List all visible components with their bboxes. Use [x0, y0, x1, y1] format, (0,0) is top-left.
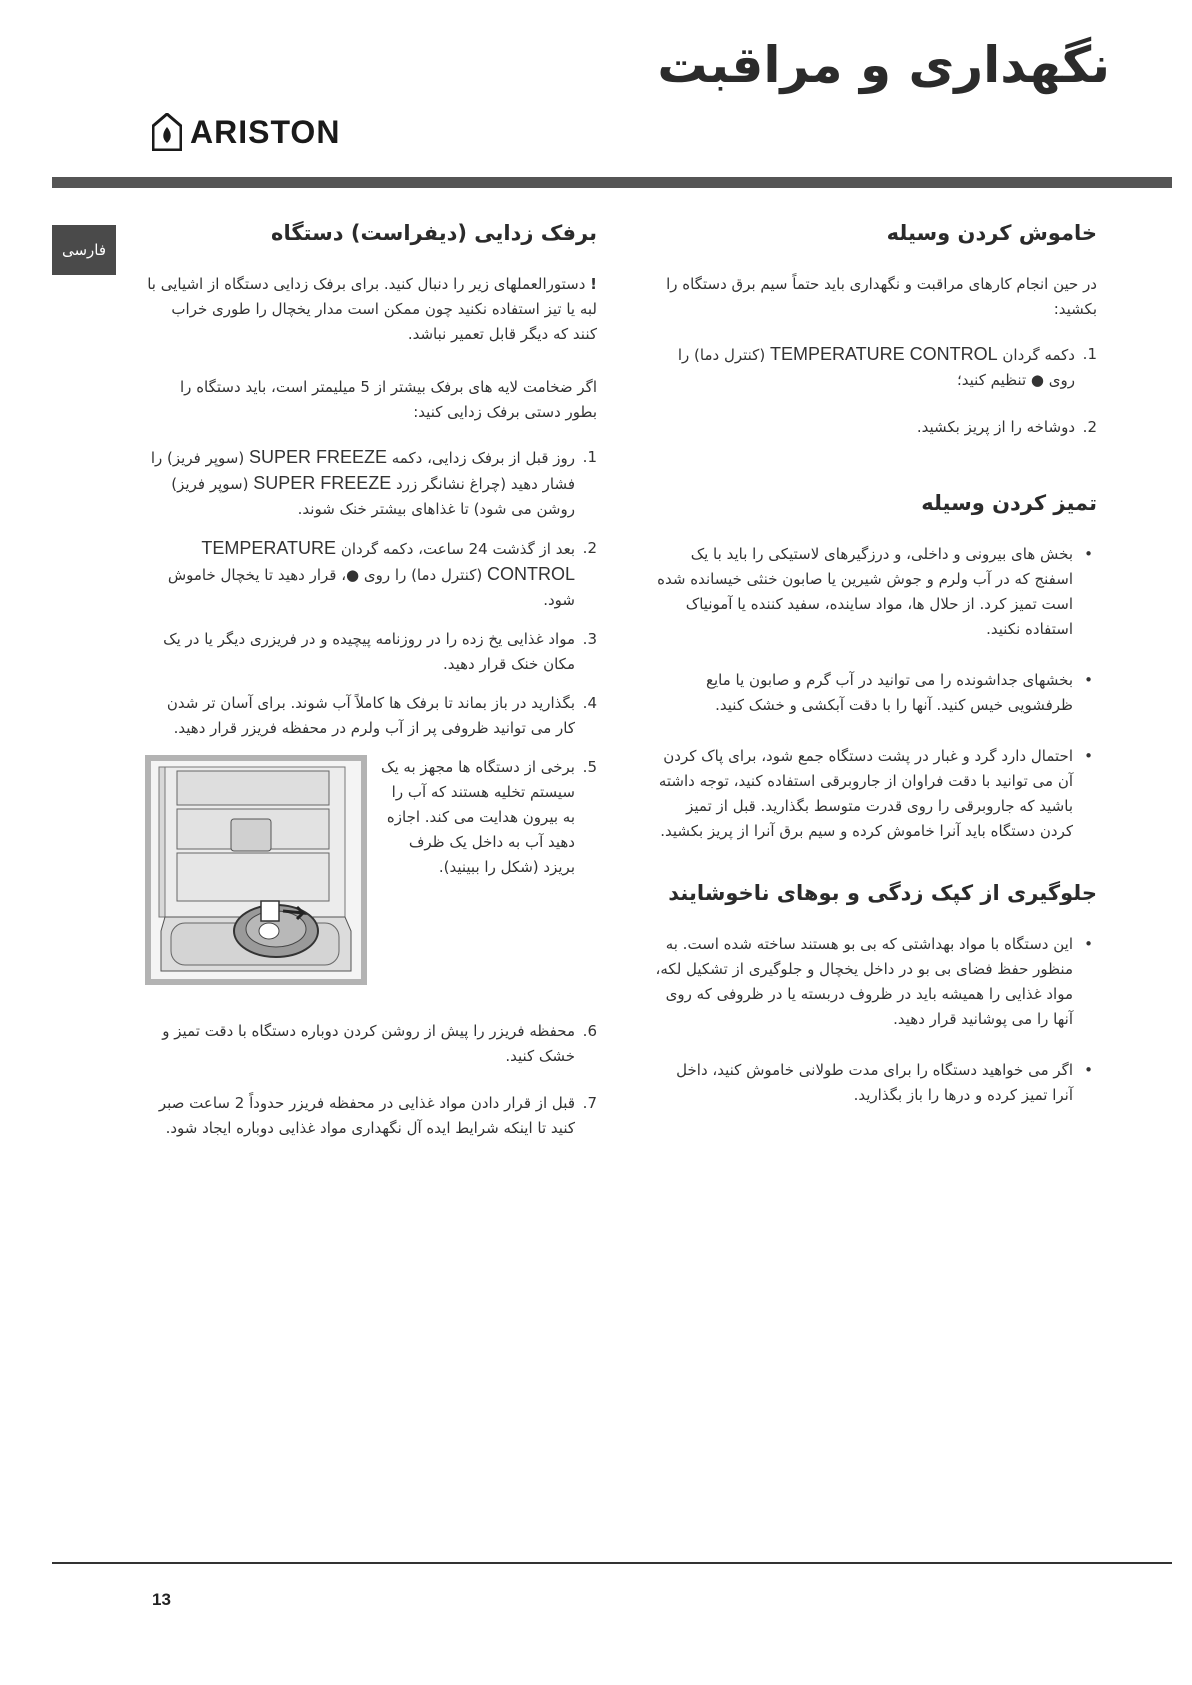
step-text: قبل از قرار دادن مواد غذایی در محفظه فریزر حدوداً 2 ساعت صبر کنید تا اینکه شرایط ایده آل نگهداری مواد غذایی دوباره ایجاد شود.	[158, 1094, 575, 1137]
defrost-intro: اگر ضخامت لایه های برفک بیشتر از 5 میلیمتر است، باید دستگاه را بطور دستی برفک زدایی کنید:	[180, 378, 597, 421]
list-item	[145, 755, 597, 985]
mould-heading: جلوگیری از کپک زدگی و بوهای ناخوشایند	[668, 881, 1097, 905]
step-text-b: (سوپر فریز) را فشار دهید (چراغ نشانگر زرد	[150, 449, 575, 493]
cleaning-heading: تمیز کردن وسیله	[921, 491, 1097, 515]
step-number: 2.	[582, 539, 597, 557]
step-text: محفظه فریزر را پیش از روشن کردن دوباره دستگاه با دقت تمیز و خشک کنید.	[162, 1022, 575, 1065]
step-number: 4.	[582, 694, 597, 712]
list-item	[145, 627, 597, 677]
drain-figure	[145, 755, 367, 985]
page-number: 13	[152, 1590, 171, 1609]
mould-list	[652, 932, 1097, 1108]
list-item	[145, 536, 597, 613]
list-item	[145, 1019, 597, 1069]
step-number: 3.	[582, 630, 597, 648]
list-item: • بخشهای جداشونده را می توانید در آب گرم و صابون یا مایع ظرفشویی خیس کنید. آنها را با دقت آبکشی و خشک کنید.	[652, 668, 1097, 718]
list-item	[145, 445, 597, 522]
step-text-b: (کنترل دما) را روی ● تنظیم کنید؛	[677, 346, 1075, 389]
control-name: TEMPERATURE CONTROL	[201, 538, 575, 584]
list-item	[145, 1091, 597, 1141]
control-name: TEMPERATURE CONTROL	[769, 344, 998, 364]
page-title: نگهداری و مراقبت	[657, 36, 1110, 94]
footer-divider	[52, 1562, 1172, 1564]
step-text: بگذارید در باز بماند تا برفک ها کاملاً آب شوند. برای آسان تر شدن کار می توانید ظروفی پر از آب ولرم در محفظه فریزر قرار دهید.	[166, 694, 575, 737]
step-text: مواد غذایی یخ زده را در روزنامه پیچیده و در فریزری دیگر یا در یک مکان خنک قرار دهید.	[163, 630, 575, 673]
step-number: 2.	[1082, 418, 1097, 436]
step-text-a: روز قبل از برفک زدایی، دکمه	[387, 449, 575, 467]
list-item: • احتمال دارد گرد و غبار در پشت دستگاه جمع شود، برای پاک کردن آن می توانید با دقت فراوان از جاروبرقی استفاده کنید، توجه داشته باشید که جاروبرقی را روی قدرت متوسط بگذارید. قبل از تمیز کردن دستگاه باید آنرا خاموش کرده و سیم برق آنرا از پریز بکشید.	[652, 744, 1097, 844]
step5-with-figure	[145, 755, 597, 985]
step-number: 7.	[582, 1094, 597, 1112]
header-divider	[52, 177, 1172, 188]
warning-mark: !	[590, 275, 597, 293]
step-number: 5.	[582, 758, 597, 776]
left-column	[145, 218, 597, 1155]
step-number: 1.	[582, 448, 597, 466]
switch-off-steps	[652, 342, 1097, 440]
house-icon	[152, 113, 182, 151]
right-column	[652, 218, 1097, 1134]
defrost-steps	[145, 445, 597, 1141]
list-item	[145, 691, 597, 741]
step-number: 1.	[1082, 345, 1097, 363]
warning-text: دستورالعملهای زیر را دنبال کنید. برای برفک زدایی دستگاه از اشیایی با لبه یا تیز استفاده نکنید چون ممکن است مدار یخچال را طوری خراب کنند که دیگر قابل تعمیر نباشد.	[147, 275, 597, 343]
list-item: • بخش های بیرونی و داخلی، و درزگیرهای لاستیکی را باید با یک اسفنج که در آب ولرم و جوش شیرین یا صابون خنثی خیسانده شده است تمیز کرد. از حلال ها، مواد ساینده، سفید کننده یا آمونیاک استفاده نکنید.	[652, 542, 1097, 642]
step-number: 6.	[582, 1022, 597, 1040]
list-item: • اگر می خواهید دستگاه را برای مدت طولانی خاموش کنید، داخل آنرا تمیز کرده و درها را باز بگذارید.	[652, 1058, 1097, 1108]
defrost-warning	[145, 272, 597, 347]
step5-text-block	[381, 755, 597, 880]
list-item	[652, 415, 1097, 440]
language-tab-label: فارسی	[61, 241, 107, 259]
switch-off-intro: در حین انجام کارهای مراقبت و نگهداری باید حتماً سیم برق دستگاه را بکشید:	[666, 275, 1097, 318]
step-text-a: دکمه گردان	[997, 346, 1075, 364]
list-item	[652, 342, 1097, 393]
step-text: برخی از دستگاه ها مجهز به یک سیستم تخلیه هستند که آب را به بیرون هدایت می کند. اجازه دهید آب به داخل یک ظرف بریزد (شکل را ببینید).	[381, 758, 575, 876]
step-text-c: (سوپر فریز) روشن می شود) تا غذاهای بیشتر خنک شوند.	[171, 475, 575, 518]
button-name: SUPER FREEZE	[248, 447, 387, 467]
brand-name: ARISTON	[190, 113, 341, 150]
cleaning-list	[652, 542, 1097, 844]
language-tab	[52, 225, 116, 275]
defrost-heading: برفک زدایی (دیفراست) دستگاه	[271, 221, 597, 245]
step-text-b: (کنترل دما) را روی ●، قرار دهید تا یخچال خاموش شود.	[167, 566, 575, 609]
drain-illustration-icon	[151, 761, 361, 979]
brand-logo	[152, 112, 340, 152]
step-text-a: بعد از گذشت 24 ساعت، دکمه گردان	[336, 540, 575, 558]
step-text: دوشاخه را از پریز بکشید.	[916, 418, 1075, 436]
switch-off-heading: خاموش کردن وسیله	[886, 221, 1097, 245]
indicator-name: SUPER FREEZE	[253, 473, 392, 493]
list-item: • این دستگاه با مواد بهداشتی که بی بو هستند ساخته شده است. به منظور حفظ فضای بی بو در داخل یخچال و جلوگیری از تشکیل لکه، مواد غذایی را همیشه باید در ظروف دربسته یا در ظروفی که روی آنها را می پوشانید قرار دهید.	[652, 932, 1097, 1032]
